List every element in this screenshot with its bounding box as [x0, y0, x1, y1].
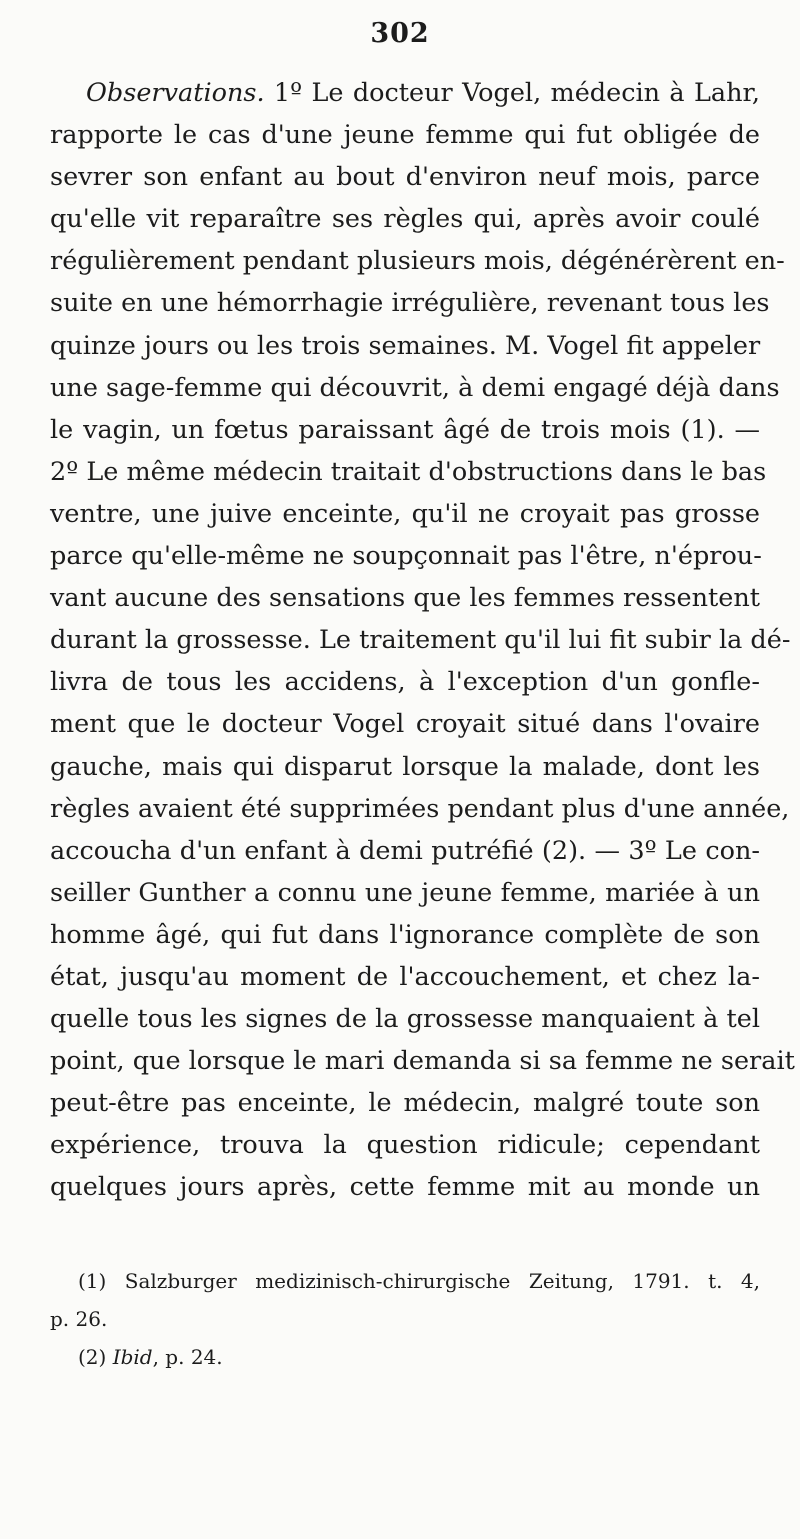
text-line: état, jusqu'au moment de l'accouchement, et chez la-	[50, 961, 760, 992]
footnote-1: (1) Salzburger medizinisch-chirurgische Zeitung, 1791. t. 4,	[78, 1269, 760, 1293]
page-number: 302	[370, 18, 430, 49]
body-text	[50, 72, 795, 1209]
footnote-2-rest: , p. 24.	[152, 1345, 223, 1369]
text-line: vant aucune des sensations que les femmes ressentent	[50, 583, 760, 614]
footnote-1-continued: p. 26.	[50, 1307, 108, 1331]
text-line: régulièrement pendant plusieurs mois, dégénérèrent en-	[50, 246, 785, 277]
text-line: homme âgé, qui fut dans l'ignorance complète de son	[50, 919, 760, 950]
footnote-2-ibid: Ibid	[112, 1345, 153, 1369]
text-line: ventre, une juive enceinte, qu'il ne croyait pas grosse	[50, 498, 760, 529]
text-line: gauche, mais qui disparut lorsque la malade, dont les	[50, 751, 760, 782]
text-line: quelques jours après, cette femme mit au monde un	[50, 1172, 760, 1203]
text-line: peut-être pas enceinte, le médecin, malgré toute son	[50, 1088, 760, 1119]
text-line: accoucha d'un enfant à demi putréfié (2). — 3º Le con-	[50, 835, 760, 866]
text-line: le vagin, un fœtus paraissant âgé de trois mois (1). —	[50, 414, 760, 445]
text-line: 2º Le même médecin traitait d'obstructions dans le bas	[50, 456, 767, 487]
text-line: point, que lorsque le mari demanda si sa femme ne serait	[50, 1046, 795, 1077]
text-line	[50, 72, 760, 114]
text-line: rapporte le cas d'une jeune femme qui fut obligée de	[50, 120, 760, 151]
text-line: quelle tous les signes de la grossesse manquaient à tel	[50, 1004, 760, 1035]
text-line: ment que le docteur Vogel croyait situé dans l'ovaire	[50, 709, 760, 740]
text-line: règles avaient été supprimées pendant plus d'une année,	[50, 793, 790, 824]
text-line: une sage-femme qui découvrit, à demi engagé déjà dans	[50, 372, 780, 403]
text-line: seiller Gunther a connu une jeune femme, mariée à un	[50, 877, 760, 908]
text-line: durant la grossesse. Le traitement qu'il lui fit subir la dé-	[50, 625, 791, 656]
text-line: qu'elle vit reparaître ses règles qui, après avoir coulé	[50, 204, 760, 235]
text-line: expérience, trouva la question ridicule; cependant	[50, 1130, 760, 1161]
footnote-2	[50, 1338, 760, 1376]
text-line: parce qu'elle-même ne soupçonnait pas l'être, n'éprou-	[50, 541, 762, 572]
footnote-2-ref: (2)	[78, 1345, 113, 1369]
text-line: quinze jours ou les trois semaines. M. Vogel fit appeler	[50, 330, 761, 361]
section-lead: Observations.	[86, 78, 265, 108]
text-line-rest: 1º Le docteur Vogel, médecin à Lahr,	[264, 78, 760, 108]
text-line: suite en une hémorrhagie irrégulière, revenant tous les	[50, 288, 770, 319]
footnotes	[50, 1262, 760, 1376]
text-line: livra de tous les accidens, à l'exception d'un gonfle-	[50, 667, 760, 698]
text-line: sevrer son enfant au bout d'environ neuf mois, parce	[50, 162, 760, 193]
